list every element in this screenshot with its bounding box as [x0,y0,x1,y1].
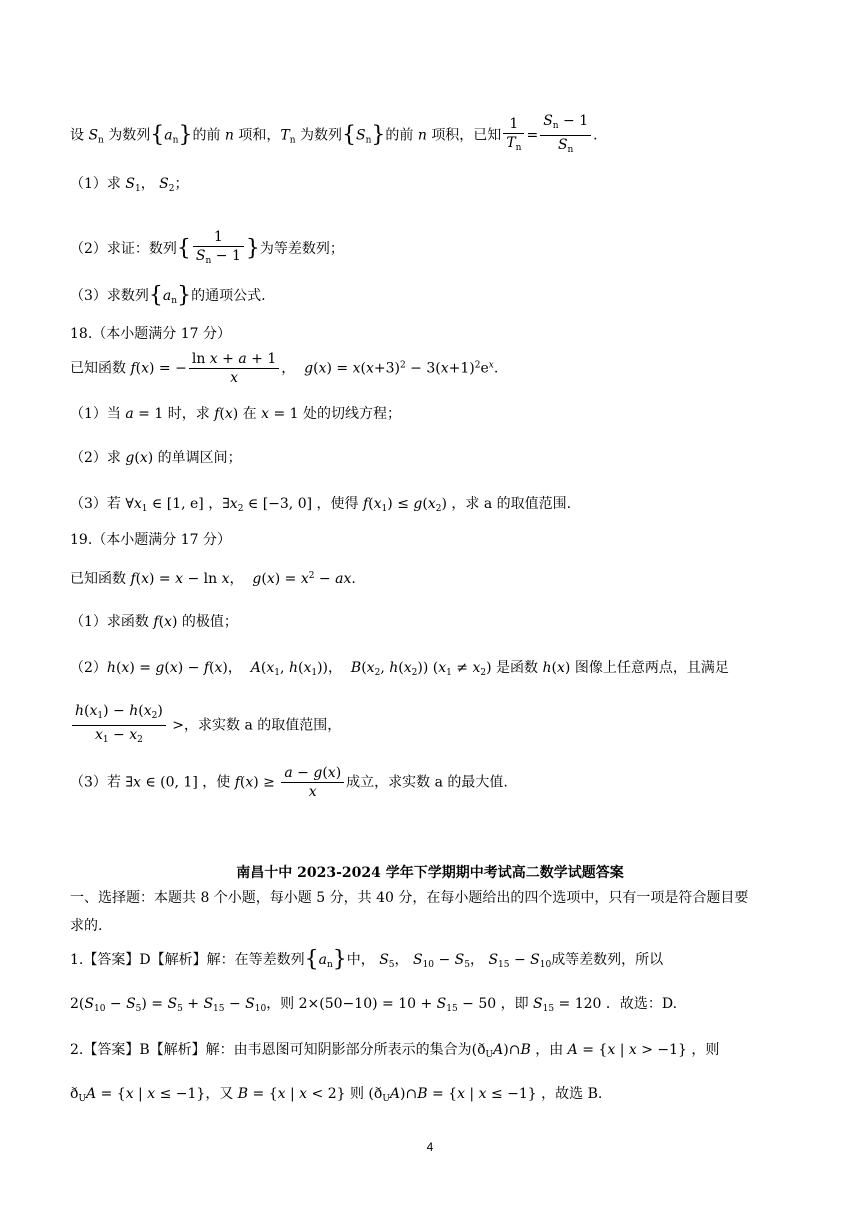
answer2-line2: $ð_UA = \{x$ | x ≤ −1}，又 B = {x | x < 2} 则 $(ð_UA)\cap B = \{x$ | x ≤ −1} ，故选 B. [70,1086,603,1104]
q18-part3: （3）若 $\forall x_1$ ∈ [1, e] ，$\exists x_2$ ∈ [−3, 0] ，使得 $f(x_1) \le g(x_2)$ ，求 a 的取值范围. [70,496,572,514]
q18-statement: 已知函数 f(x) = − $\frac{\text{ln x + a + 1}}{x}$ ， $g(x) = x(x+3)^2 - 3(x+1)^2e^x$. [70,351,499,386]
q18-title: 18.（本小题满分 17 分） [70,326,231,342]
q17-part2: （2）求证：数列{ $\frac{1}{S_n - 1}$ }为等差数列； [70,229,344,266]
q17-part3: （3）求数列$\{a_n\}$的通项公式. [70,283,266,308]
section1-line2: 求的. [70,918,103,934]
answers-heading: 南昌十中 2023-2024 学年下学期期中考试高二数学试题答案 [236,865,624,881]
q17-statement: 设 $S_n$ 为数列$\{a_n\}$的前 n 项和，$T_n$ 为数列$\{S_n\}$的前 n 项积，已知 $\frac{1}{T_n}$ = $\frac{S_n - 1}{S_n}$ . [70,113,598,155]
page-number: 4 [426,1140,434,1154]
answer1-line2: $2(S_{10} - S_5) = S_5 + S_{15} - S_{10}$，则 $2\times(50-10) = 10 + S_{15} - 50$ ，即 $S_{15} = 120$ ．故选：D. [70,996,678,1014]
q19-part2: （2）h(x) = g(x) − f(x)， $A(x_1$, $h(x_1)$)， $B(x_2$, $h(x_2)$) $(x_1 \ne x_2)$ 是函数 h(x) 图像上任意两点，且满足 [70,660,729,678]
q19-statement: 已知函数 f(x) = x − ln x， $g(x) = x^2$ − ax. [70,571,356,587]
answer1-line1: 1.【答案】D【解析】解：在等差数列$\{a_n\}$中， $S_5$， $S_{10} - S_5$， $S_{15} - S_{10}$成等差数列，所以 [70,947,664,972]
q19-title: 19.（本小题满分 17 分） [70,532,231,548]
q18-part1: （1）当 a = 1 时，求 f(x) 在 x = 1 处的切线方程； [70,406,402,422]
q19-part3: （3）若 ∃x ∈ (0, 1] ，使 f(x) ≥ $\frac{a - g(x)}{x}$ 成立，求实数 a 的最大值. [70,765,508,800]
q18-part2: （2）求 g(x) 的单调区间； [70,450,242,466]
q19-part2-condition: $\frac{h(x_1) - h(x_2)}{x_1 - x_2}$ >，求实数 a 的取值范围， [70,702,341,749]
answer2-line1: 2.【答案】B【解析】解：由韦恩图可知阴影部分所表示的集合为$(ð_UA)\cap B$ ，由 A = {x | x > −1} ，则 [70,1042,720,1060]
section1-line1: 一、选择题：本题共 8 个小题，每小题 5 分，共 40 分，在每小题给出的四个选项中，只有一项是符合题目要 [70,890,749,906]
q17-part1: （1）求 $S_1$， $S_2$； [70,176,189,194]
q19-part1: （1）求函数 f(x) 的极值； [70,614,238,630]
